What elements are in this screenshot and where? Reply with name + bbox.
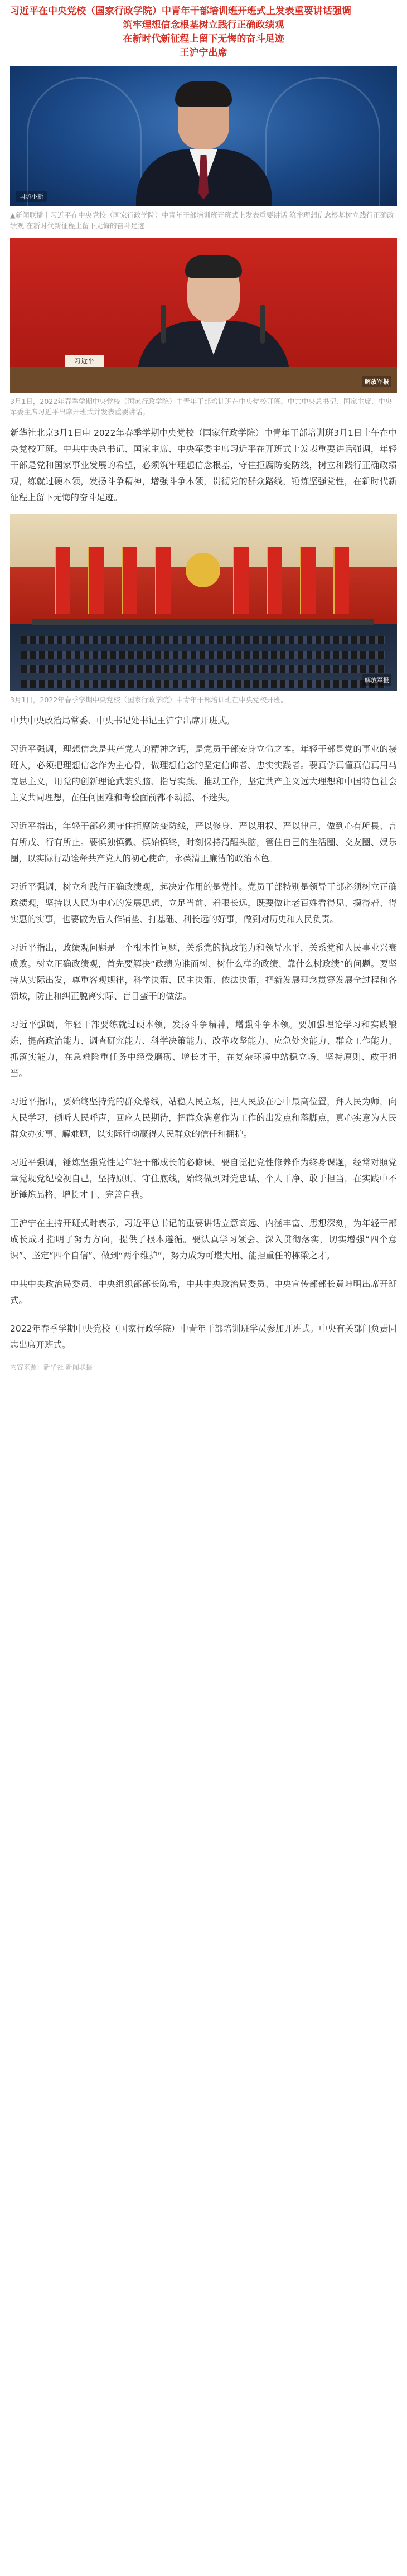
article-subtitle-3: 王沪宁出席 [180,47,227,59]
image-caption-1: ▲新闻联播丨习近平在中央党校（国家行政学院）中青年干部培训班开班式上发表重要讲话 筑牢理想信念根基树立践行正确政绩观 在新时代新征程上留下无悔的奋斗足迹 [10,211,394,230]
paragraph-4: 习近平指出，年轻干部必须守住拒腐防变防线，严以修身、严以用权、严以律己，做到心有所畏、言有所戒、行有所止。要慎独慎微、慎始慎终，时刻保持清醒头脑，管住自己的生活圈、交友圈、娱乐圈，以实际行动诠释共产党人的初心使命，永葆清正廉洁的政治本色。 [10,821,397,864]
paragraph-2: 中共中央政治局常委、中央书记处书记王沪宁出席开班式。 [10,716,235,726]
media-logo: 解放军报 [362,674,391,686]
article-footer: 内容来源：新华社 新闻联播 [10,1363,93,1371]
article-header [0,0,407,60]
paragraph-6: 习近平指出，政绩观问题是一个根本性问题，关系党的执政能力和领导水平，关系党和人民事业兴衰成败。树立正确政绩观，首先要解决“政绩为谁而树、树什么样的政绩、靠什么树政绩”的问题。要坚持从实际出发，尊重客观规律，科学决策、民主决策、依法决策，把新发展理念贯穿发展全过程和各领域，防止和纠正脱离实际、盲目蛮干的做法。 [10,943,397,1001]
news-anchor-image [10,66,397,206]
article-title: 习近平在中央党校（国家行政学院）中青年干部培训班开班式上发表重要讲话强调 [10,6,351,17]
video-badge: 国防小新 [16,191,47,202]
paragraph-1: 新华社北京3月1日电 2022年春季学期中央党校（国家行政学院）中青年干部培训班3月1日上午在中央党校开班。中共中央总书记、国家主席、中央军委主席习近平在开班式上发表重要讲话强调，年轻干部是党和国家事业发展的希望，必须筑牢理想信念根基，守住拒腐防变防线，树立和践行正确政绩观，练就过硬本领，发扬斗争精神，增强斗争本领，贯彻党的群众路线，锤炼坚强党性，在新时代新征程上留下无悔的奋斗足迹。 [10,428,397,503]
image-caption-3: 3月1日，2022年春季学期中央党校（国家行政学院）中青年干部培训班在中央党校开班。 [10,696,288,704]
paragraph-10: 王沪宁在主持开班式时表示，习近平总书记的重要讲话立意高远、内涵丰富、思想深刻，为年轻干部成长成才指明了努力方向，提供了根本遵循。要认真学习领会、深入贯彻落实，切实增强“四个意识”、坚定“四个自信”、做到“两个维护”，努力成为可堪大用、能担重任的栋梁之才。 [10,1218,397,1261]
image-caption-2: 3月1日，2022年春季学期中央党校（国家行政学院）中青年干部培训班在中央党校开班。中共中央总书记、国家主席、中央军委主席习近平出席开班式并发表重要讲话。 [10,397,393,416]
paragraph-5: 习近平强调，树立和践行正确政绩观，起决定作用的是党性。党员干部特别是领导干部必须树立正确政绩观，坚持以人民为中心的发展思想，立足当前、着眼长远，既要做让老百姓看得见、摸得着、得实惠的实事，也要做为后人作铺垫、打基础、利长远的好事，做到对历史和人民负责。 [10,882,397,924]
article-subtitle-2: 在新时代新征程上留下无悔的奋斗足迹 [123,33,284,45]
emblem-icon [186,553,220,587]
paragraph-12: 2022年春季学期中央党校（国家行政学院）中青年干部培训班学员参加开班式。中央有关部门负责同志出席开班式。 [10,1324,397,1350]
media-logo: 解放军报 [362,376,391,387]
speaker-image [10,238,397,393]
article-subtitle-1: 筑牢理想信念根基树立践行正确政绩观 [123,20,284,31]
paragraph-3: 习近平强调，理想信念是共产党人的精神之钙，是党员干部安身立命之本。年轻干部是党的事业的接班人，必须把理想信念作为主心骨，做理想信念的坚定信仰者、忠实实践者。要真学真懂真信真用马克思主义，用党的创新理论武装头脑、指导实践、推动工作，坚定共产主义远大理想和中国特色社会主义共同理想，在任何困难和考验面前都不动摇、不迷失。 [10,744,397,803]
paragraph-8: 习近平指出，要始终坚持党的群众路线，站稳人民立场，把人民放在心中最高位置，拜人民为师，向人民学习，倾听人民呼声，回应人民期待，把群众满意作为工作的出发点和落脚点，真心实意为人民群众办实事、解难题，以实际行动赢得人民群众的信任和拥护。 [10,1097,397,1139]
hall-image [10,514,397,691]
nameplate: 习近平 [65,355,104,367]
paragraph-7: 习近平强调，年轻干部要练就过硬本领，发扬斗争精神，增强斗争本领。要加强理论学习和实践锻炼，提高政治能力、调查研究能力、科学决策能力、改革攻坚能力、应急处突能力、群众工作能力、抓落实能力，在急难险重任务中经受磨砺、增长才干，在复杂环境中站稳立场、坚持原则、敢于担当。 [10,1020,397,1078]
paragraph-9: 习近平强调，锤炼坚强党性是年轻干部成长的必修课。要自觉把党性修养作为终身课题，经常对照党章党规党纪检视自己，坚持原则、守住底线，始终做到对党忠诚、个人干净、敢于担当，在实践中不断锤炼品格、增长才干、完善自我。 [10,1157,397,1200]
paragraph-11: 中共中央政治局委员、中央组织部部长陈希，中共中央政治局委员、中央宣传部部长黄坤明出席开班式。 [10,1279,397,1305]
